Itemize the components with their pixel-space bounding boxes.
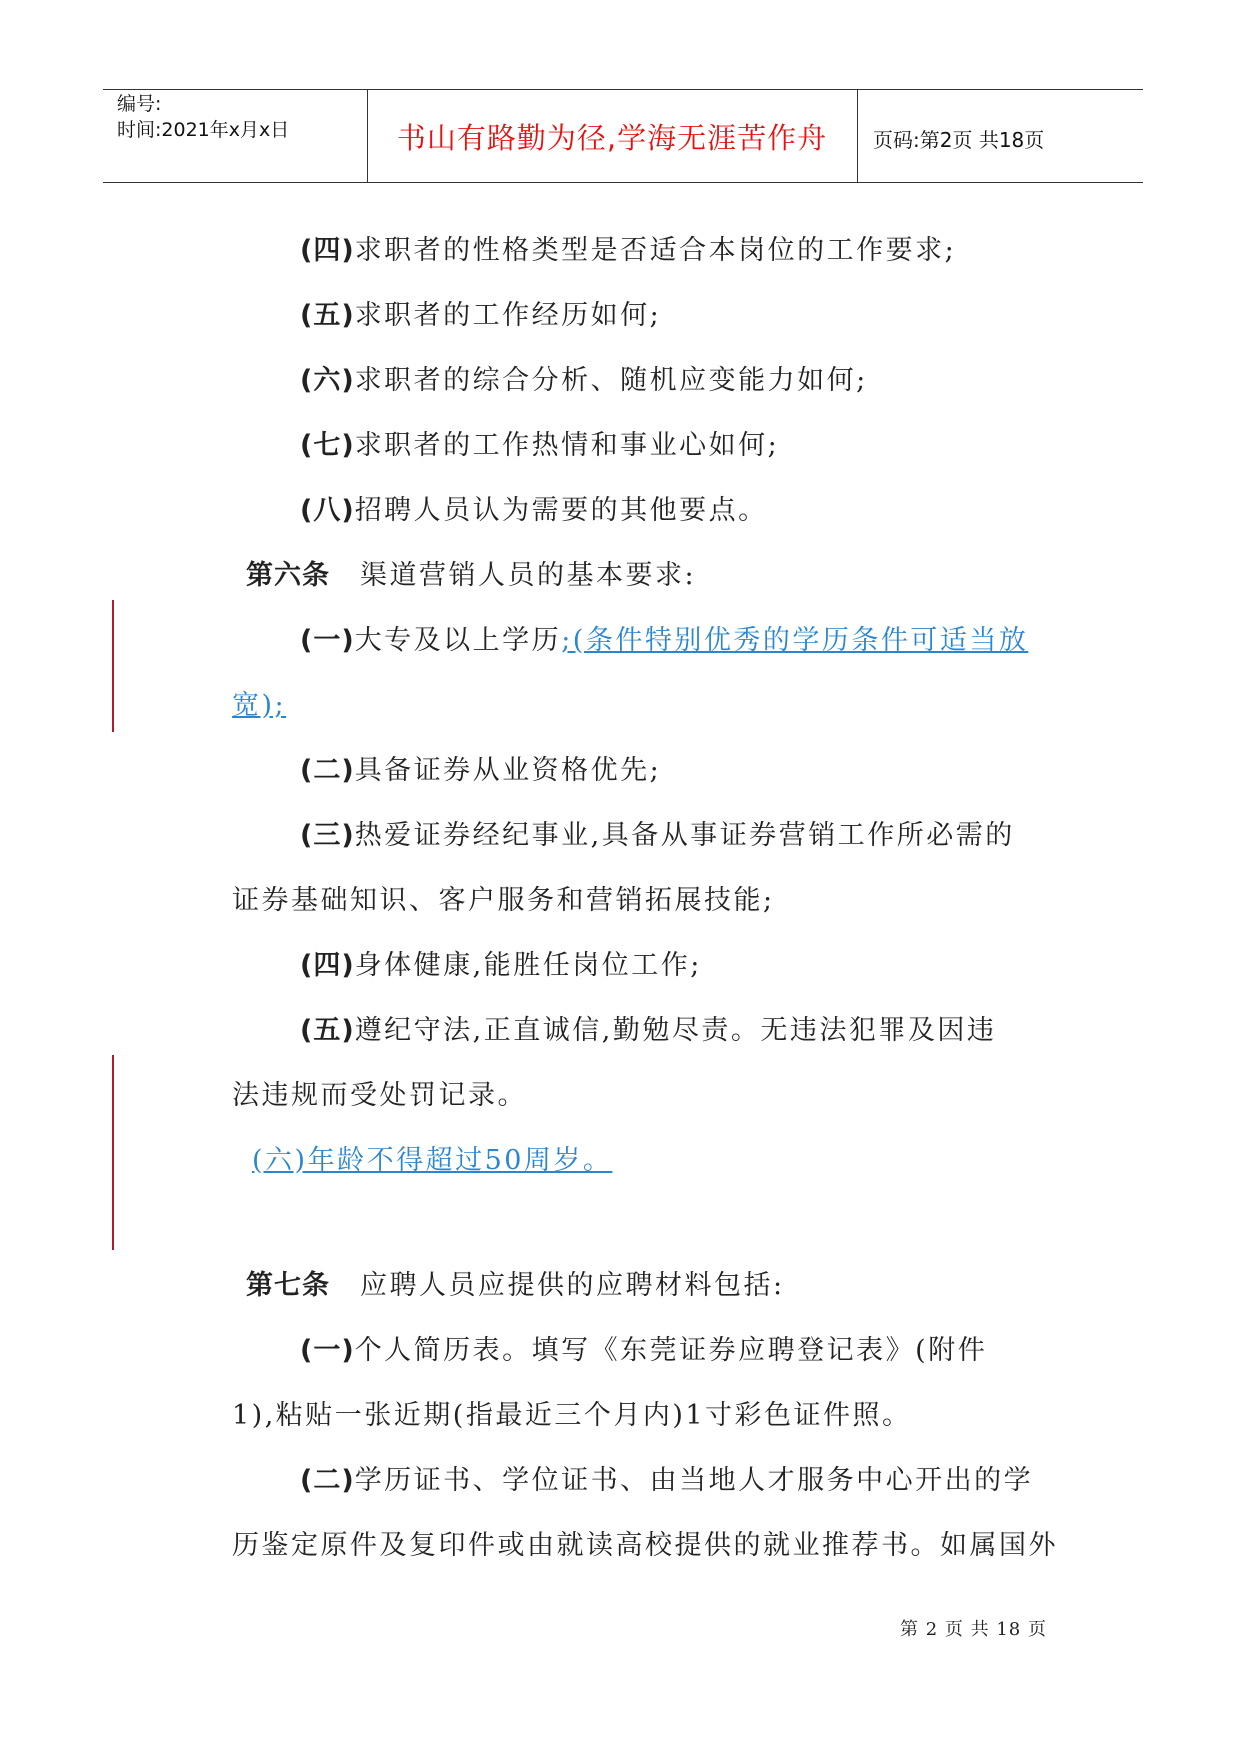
- item-text: 大专及以上学历: [354, 625, 562, 656]
- header-page-label: 页码:第2页 共18页: [873, 128, 1045, 152]
- header-divider-right: [857, 90, 858, 182]
- item-text: 学历证书、学位证书、由当地人才服务中心开出的学: [354, 1465, 1034, 1496]
- item-number: (三): [300, 820, 355, 851]
- item-number: (五): [300, 1015, 355, 1046]
- change-bar: [112, 1055, 114, 1250]
- header-bottom-rule: [103, 182, 1143, 183]
- item-text: 热爱证券经纪事业,具备从事证券营销工作所必需的: [354, 820, 1015, 851]
- paragraph-item-inserted: [252, 1138, 612, 1177]
- paragraph-item: [300, 618, 1028, 657]
- inserted-text: (六)年龄不得超过50周岁。: [252, 1145, 613, 1176]
- item-number: (八): [300, 495, 355, 526]
- item-text: 招聘人员认为需要的其他要点。: [354, 495, 768, 526]
- item-number: (二): [300, 755, 355, 786]
- paragraph-item: [300, 358, 868, 397]
- item-text: 求职者的工作经历如何;: [354, 300, 662, 331]
- paragraph-item: [300, 423, 779, 462]
- doc-time-label: 时间:2021年x月x日: [117, 119, 290, 141]
- paragraph-continuation: [232, 1523, 1058, 1562]
- paragraph-continuation: [232, 1073, 527, 1112]
- paragraph-item: [300, 228, 956, 267]
- inserted-text: ;(条件特别优秀的学历条件可适当放: [561, 625, 1029, 656]
- paragraph-item: [300, 1328, 987, 1367]
- article-6-heading: [246, 553, 696, 592]
- item-text: 求职者的综合分析、随机应变能力如何;: [354, 365, 868, 396]
- item-text: 法违规而受处罚记录。: [232, 1080, 527, 1111]
- item-number: (五): [300, 300, 355, 331]
- item-text: 具备证券从业资格优先;: [354, 755, 662, 786]
- article-text: 应聘人员应提供的应聘材料包括:: [360, 1270, 785, 1301]
- paragraph-item: [300, 293, 661, 332]
- doc-number-label: 编号:: [117, 93, 162, 115]
- item-text: 历鉴定原件及复印件或由就读高校提供的就业推荐书。如属国外: [232, 1530, 1058, 1561]
- paragraph-item: [300, 488, 768, 527]
- item-text: 1),粘贴一张近期(指最近三个月内)1寸彩色证件照。: [232, 1400, 912, 1431]
- item-text: 求职者的工作热情和事业心如何;: [354, 430, 780, 461]
- paragraph-item: [300, 1458, 1033, 1497]
- change-bar: [112, 600, 114, 732]
- article-label: 第七条: [246, 1270, 330, 1301]
- article-text: 渠道营销人员的基本要求:: [360, 560, 697, 591]
- item-number: (一): [300, 625, 355, 656]
- paragraph-item: [300, 1008, 996, 1047]
- article-7-heading: [246, 1263, 785, 1302]
- inserted-text: 宽);: [232, 690, 287, 721]
- item-number: (一): [300, 1335, 355, 1366]
- item-number: (二): [300, 1465, 355, 1496]
- paragraph-item: [300, 943, 702, 982]
- paragraph-item: [300, 748, 661, 787]
- item-text: 遵纪守法,正直诚信,勤勉尽责。无违法犯罪及因违: [354, 1015, 997, 1046]
- item-text: 证券基础知识、客户服务和营销拓展技能;: [232, 885, 775, 916]
- item-text: 求职者的性格类型是否适合本岗位的工作要求;: [354, 235, 957, 266]
- header-divider-left: [367, 90, 368, 182]
- paragraph-continuation: [232, 683, 286, 722]
- header-meta: [117, 91, 289, 143]
- item-text: 个人简历表。填写《东莞证券应聘登记表》(附件: [354, 1335, 988, 1366]
- item-number: (四): [300, 235, 355, 266]
- paragraph-item: [300, 813, 1015, 852]
- paragraph-continuation: [232, 1393, 912, 1432]
- item-number: (七): [300, 430, 355, 461]
- article-label: 第六条: [246, 560, 330, 591]
- header-slogan: 书山有路勤为径,学海无涯苦作舟: [396, 121, 828, 155]
- paragraph-continuation: [232, 878, 775, 917]
- item-number: (六): [300, 365, 355, 396]
- header-top-rule: [103, 89, 1143, 90]
- item-number: (四): [300, 950, 355, 981]
- item-text: 身体健康,能胜任岗位工作;: [354, 950, 702, 981]
- page-footer: 第 2 页 共 18 页: [900, 1619, 1047, 1640]
